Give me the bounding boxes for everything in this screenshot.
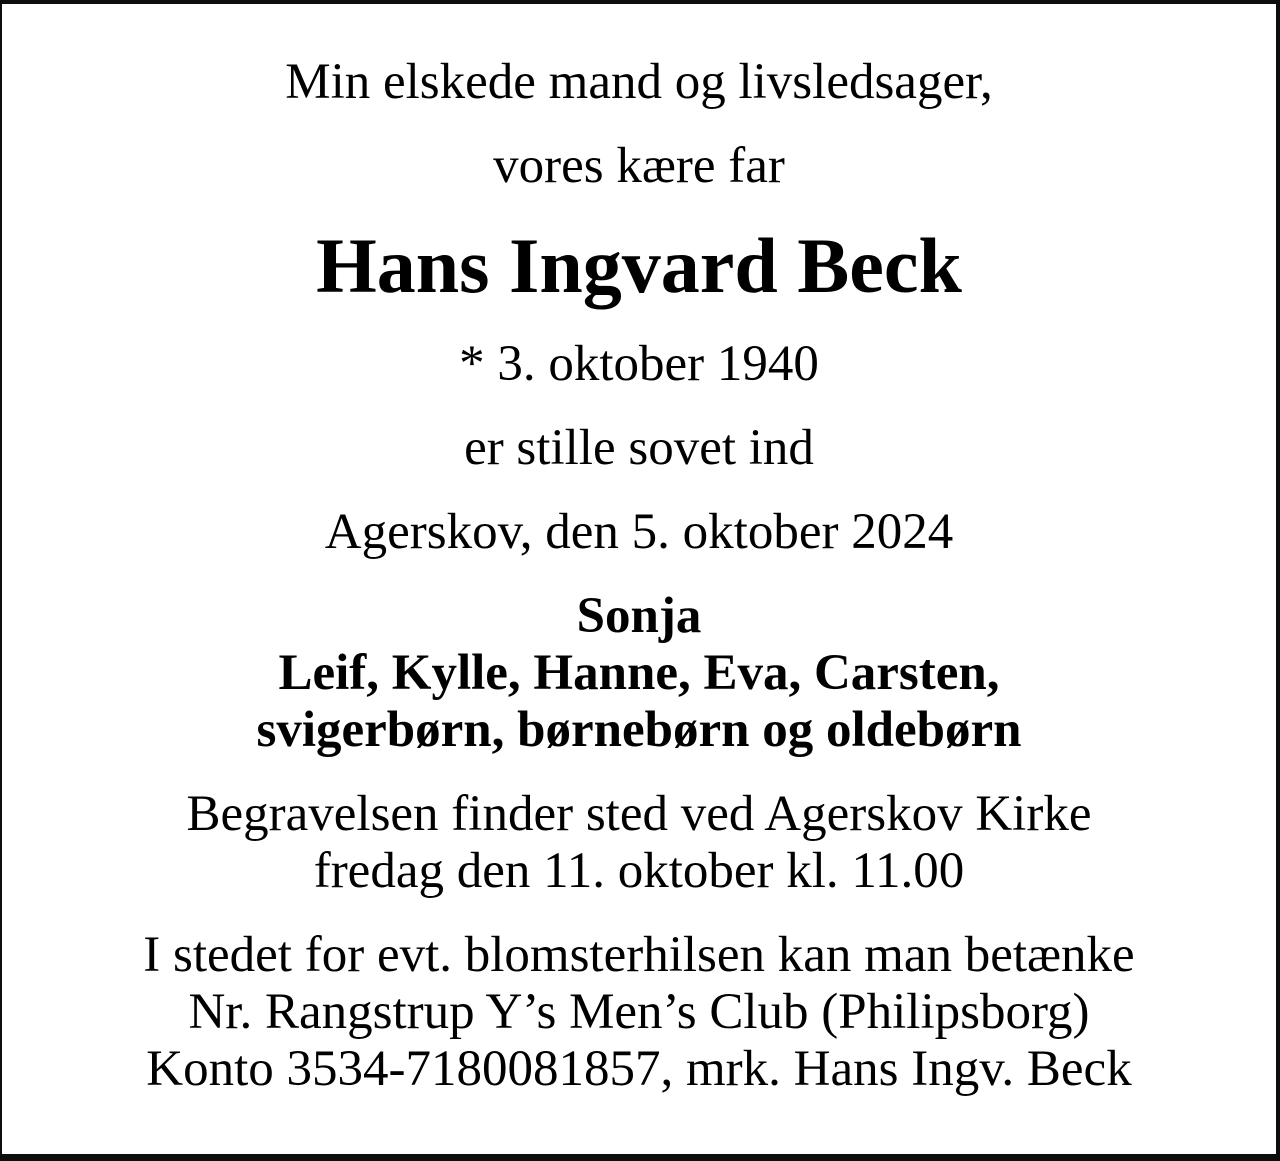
mourner-line-2: Leif, Kylle, Hanne, Eva, Carsten, — [278, 645, 1000, 701]
place-date-line: Agerskov, den 5. oktober 2024 — [324, 504, 954, 560]
funeral-time-line: fredag den 11. oktober kl. 11.00 — [313, 843, 965, 899]
intro-line-2: vores kære far — [493, 138, 785, 194]
death-notice — [2, 4, 1276, 1154]
donation-intro-line: I stedet for evt. blomsterhilsen kan man betænke — [143, 927, 1135, 983]
mourner-line-1: Sonja — [576, 588, 702, 644]
death-phrase-line: er stille sovet ind — [464, 420, 814, 476]
birth-date-line: * 3. oktober 1940 — [459, 336, 819, 392]
funeral-location-line: Begravelsen finder sted ved Agerskov Kirke — [186, 786, 1092, 842]
mourners-block — [2, 588, 1276, 759]
intro-line-1: Min elskede mand og livsledsager, — [285, 54, 993, 110]
donation-recipient-line: Nr. Rangstrup Y’s Men’s Club (Philipsborg) — [188, 984, 1090, 1040]
donation-account-line: Konto 3534-7180081857, mrk. Hans Ingv. Beck — [146, 1041, 1132, 1097]
deceased-name: Hans Ingvard Beck — [316, 222, 962, 309]
mourner-line-3: svigerbørn, børnebørn og oldebørn — [256, 702, 1022, 758]
funeral-info-block — [2, 786, 1276, 900]
donation-block — [2, 927, 1276, 1098]
